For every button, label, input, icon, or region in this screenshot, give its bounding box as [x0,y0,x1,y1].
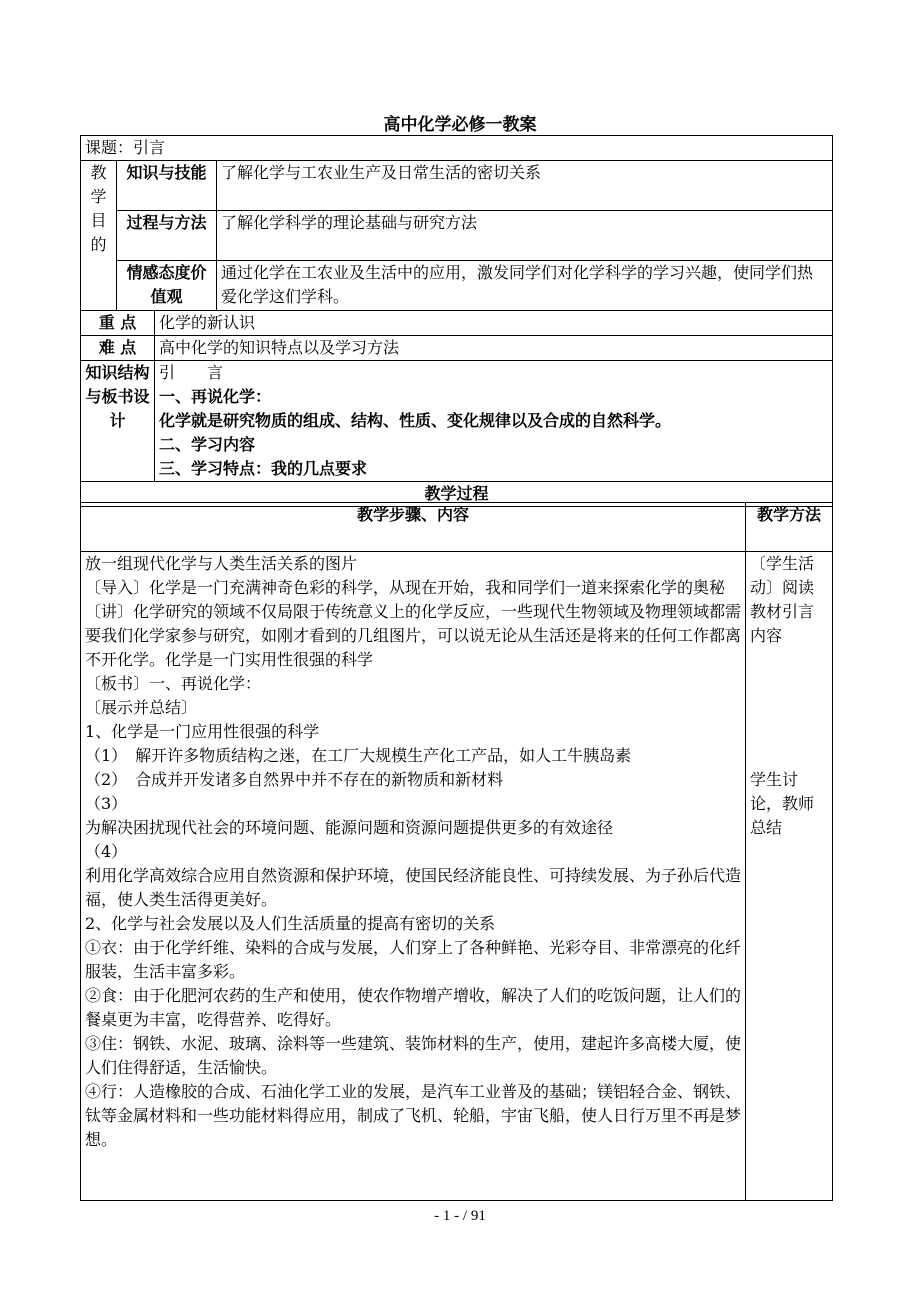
step-line: 1、化学是一门应用性很强的科学 [85,722,320,741]
step-line: 2、化学与社会发展以及人们生活质量的提高有密切的关系 [85,914,496,933]
difficulty-row [81,336,833,361]
step-line: ①衣：由于化学纤维、染料的合成与发展，人们穿上了各种鲜艳、光彩夺目、非常漂亮的化纤服装，生活丰富多彩。 [85,938,742,981]
lesson-plan-header-table [80,135,833,507]
method-student-activity: 〔学生活动〕阅读教材引言内容 [750,554,815,645]
difficulty-content: 高中化学的知识特点以及学习方法 [155,336,833,361]
board-design-row [81,361,833,482]
key-point-content: 化学的新认识 [155,311,833,336]
board-design-label: 知识结构与板书设计 [81,361,155,482]
process-body-row [81,552,833,1201]
step-line: ④行：人造橡胶的合成、石油化学工业的发展，是汽车工业普及的基础；镁铝轻合金、钢铁、钛等金属材料和一些功能材料得应用，制成了飞机、轮船，宇宙飞船，使人日行万里不再是梦想。 [85,1082,742,1149]
objective-content-process: 了解化学科学的理论基础与研究方法 [217,211,833,261]
board-line: 引 言 [159,363,224,382]
step-line: （1） 解开许多物质结构之迷，在工厂大规模生产化工产品，如人工牛胰岛素 [85,746,632,765]
objective-label-knowledge: 知识与技能 [117,161,217,211]
teaching-process-table [80,502,833,1201]
step-line: 为解决困扰现代社会的环境问题、能源问题和资源问题提供更多的有效途径 [85,818,614,837]
page-title: 高中化学必修一教案 [383,115,537,135]
board-line: 三、学习特点：我的几点要求 [159,459,368,478]
difficulty-label: 难 点 [81,336,155,361]
board-design-content [155,361,833,482]
steps-content [81,552,746,1201]
lesson-row [81,136,833,161]
step-line: 〔展示并总结〕 [85,698,198,717]
objective-row-attitude [81,261,833,311]
step-line: 〔板书〕一、再说化学： [85,674,262,693]
key-point-row [81,311,833,336]
objective-row-process [81,211,833,261]
step-line: 〔讲〕化学研究的领域不仅局限于传统意义上的化学反应，一些现代生物领域及物理领域都需要我们化学家参与研究，如刚才看到的几组图片，可以说无论从生活还是将来的任何工作都离不开化学。化学是一门实用性很强的科学 [85,602,742,669]
method-discussion: 学生讨论，教师总结 [750,770,815,837]
process-header-row [81,503,833,552]
step-line: 放一组现代化学与人类生活关系的图片 [85,554,358,573]
objectives-label-char: 的 [90,235,107,254]
page-number: - 1 - / 91 [434,1208,486,1224]
method-column-header: 教学方法 [746,503,833,552]
process-heading: 教学过程 [81,482,833,507]
objectives-label-char: 目 [90,211,107,230]
step-line: （2） 合成并开发诸多自然界中并不存在的新物质和新材料 [85,770,504,789]
objective-label-attitude: 情感态度价值观 [117,261,217,311]
board-line: 化学就是研究物质的组成、结构、性质、变化规律以及合成的自然科学。 [159,411,672,430]
step-line: 〔导入〕化学是一门充满神奇色彩的科学，从现在开始，我和同学们一道来探索化学的奥秘 [85,578,726,597]
lesson-title: 课题：引言 [81,136,833,161]
objectives-label [81,161,117,311]
key-point-label: 重 点 [81,311,155,336]
objectives-label-char: 教 [90,163,107,182]
step-line: ③住：钢铁、水泥、玻璃、涂料等一些建筑、装饰材料的生产，使用，建起许多高楼大厦，使人们住得舒适，生活愉快。 [85,1034,742,1077]
board-line: 二、学习内容 [159,435,256,454]
objective-label-process: 过程与方法 [117,211,217,261]
steps-column-header: 教学步骤、内容 [81,503,746,552]
step-line: （4） [85,842,128,861]
objective-row-knowledge [81,161,833,211]
objective-content-attitude: 通过化学在工农业及生活中的应用，激发同学们对化学科学的学习兴趣，使同学们热爱化学这们学科。 [217,261,833,311]
method-content [746,552,833,1201]
step-line: ②食：由于化肥河农药的生产和使用，使农作物增产增收，解决了人们的吃饭问题，让人们的餐桌更为丰富，吃得营养、吃得好。 [85,986,742,1029]
objectives-label-char: 学 [90,187,107,206]
step-line: 利用化学高效综合应用自然资源和保护环境，使国民经济能良性、可持续发展、为子孙后代造福，使人类生活得更美好。 [85,866,742,909]
step-line: （3） [85,794,128,813]
board-line: 一、再说化学： [159,387,272,406]
objective-content-knowledge: 了解化学与工农业生产及日常生活的密切关系 [217,161,833,211]
